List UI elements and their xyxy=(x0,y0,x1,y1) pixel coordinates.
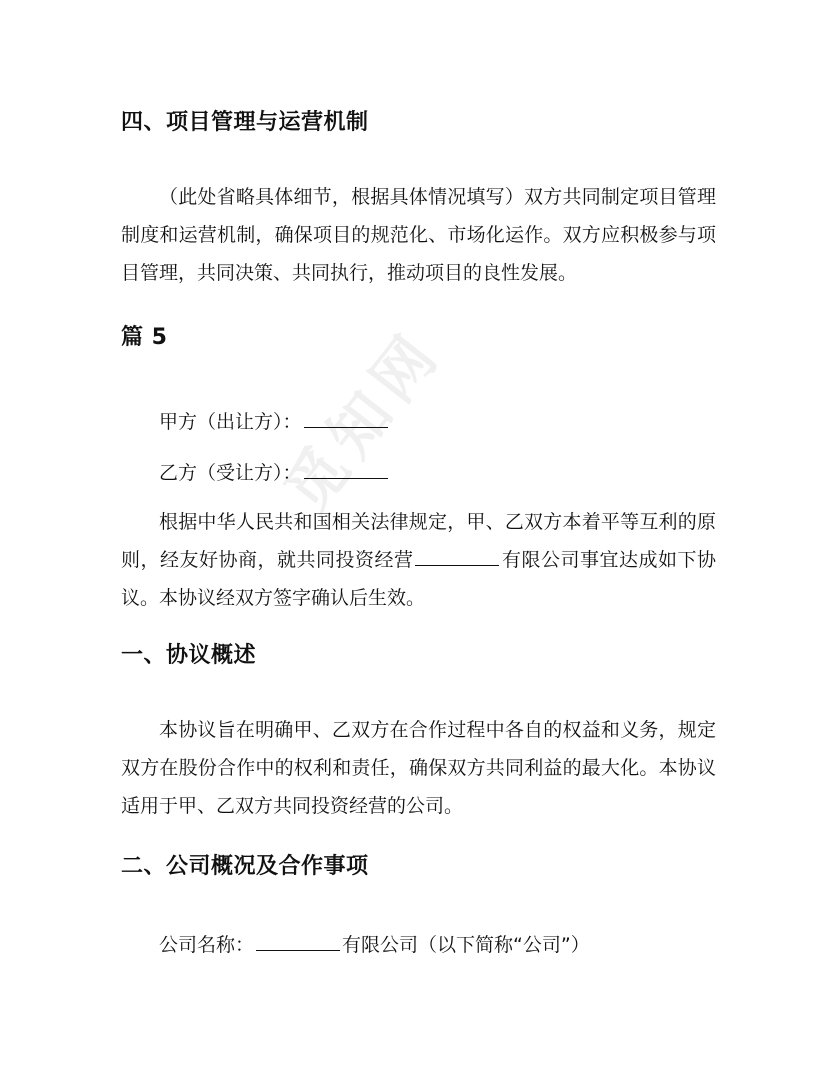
intro-text-after: 有限公司事宜达成如下协议。本协议经双方签字确认后生效。 xyxy=(121,549,716,609)
intro-text-before: 根据中华人民共和国相关法律规定，甲、乙双方本着平等互利的原则，经友好协商，就共同投资经营 xyxy=(121,511,716,571)
party-a-label: 甲方（出让方）： xyxy=(159,411,302,433)
party-a-blank[interactable] xyxy=(304,426,388,428)
section-2-heading: 二、公司概况及合作事项 xyxy=(121,854,369,879)
section-1-heading: 一、协议概述 xyxy=(121,643,257,668)
party-b-blank[interactable] xyxy=(304,477,388,479)
section-4-paragraph: （此处省略具体细节，根据具体情况填写）双方共同制定项目管理制度和运营机制，确保项目的规范化、市场化运作。双方应积极参与项目管理，共同决策、共同执行，推动项目的良性发展。 xyxy=(121,186,716,284)
part-5-heading: 篇 5 xyxy=(121,325,168,350)
company-name-label: 公司名称： xyxy=(159,934,255,956)
company-name-field-blank[interactable] xyxy=(256,949,340,951)
company-name-line xyxy=(159,930,590,957)
company-name-blank[interactable] xyxy=(415,564,499,566)
party-b-line xyxy=(159,458,390,485)
party-a-line xyxy=(159,407,390,434)
watermark: 觅知网 xyxy=(271,316,457,526)
section-4-heading: 四、项目管理与运营机制 xyxy=(121,110,369,135)
part-5-intro-paragraph xyxy=(121,503,716,617)
company-name-suffix: 有限公司（以下简称“公司”） xyxy=(342,934,590,956)
section-1-paragraph: 本协议旨在明确甲、乙双方在合作过程中各自的权益和义务，规定双方在股份合作中的权利和责任，确保双方共同利益的最大化。本协议适用于甲、乙双方共同投资经营的公司。 xyxy=(121,719,716,817)
party-b-label: 乙方（受让方）： xyxy=(159,462,302,484)
